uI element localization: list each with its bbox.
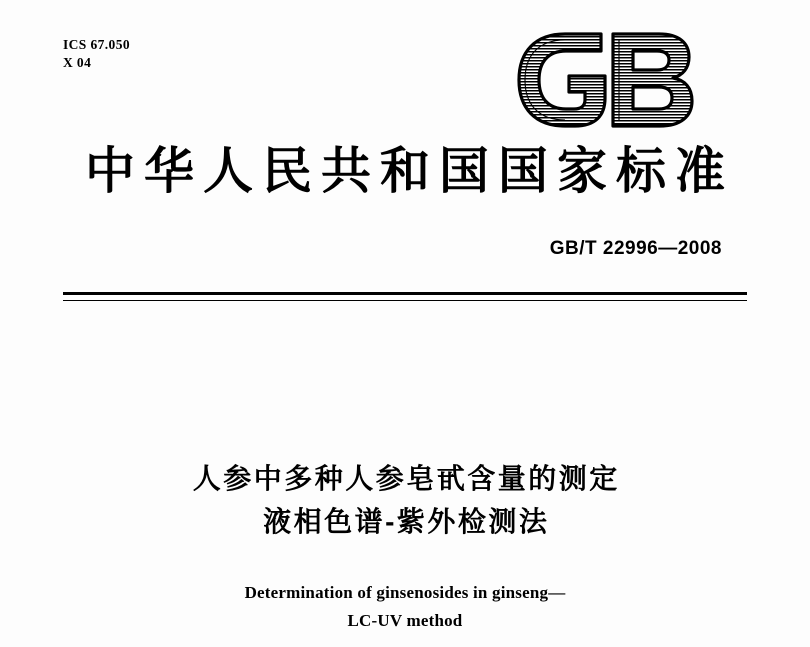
document-title-chinese-line1: 人参中多种人参皂甙含量的测定 <box>192 463 620 494</box>
divider-thin <box>63 300 747 301</box>
document-title-english-line1: Determination of ginsenosides in ginseng— <box>244 583 566 602</box>
document-title-english <box>0 579 810 634</box>
ccs-code: X 04 <box>63 54 92 70</box>
document-title-chinese-line2: 液相色谱-紫外检测法 <box>263 505 550 537</box>
document-title-chinese <box>0 458 810 543</box>
ics-classification-block <box>63 36 130 72</box>
national-standard-heading: 中华人民共和国国家标准 <box>85 143 734 199</box>
ics-code: ICS 67.050 <box>63 37 131 52</box>
standard-number: GB/T 22996—2008 <box>549 238 722 259</box>
document-title-english-line2: LC-UV method <box>347 610 463 630</box>
gb-emblem-icon <box>513 30 698 130</box>
divider-thick <box>63 292 747 295</box>
